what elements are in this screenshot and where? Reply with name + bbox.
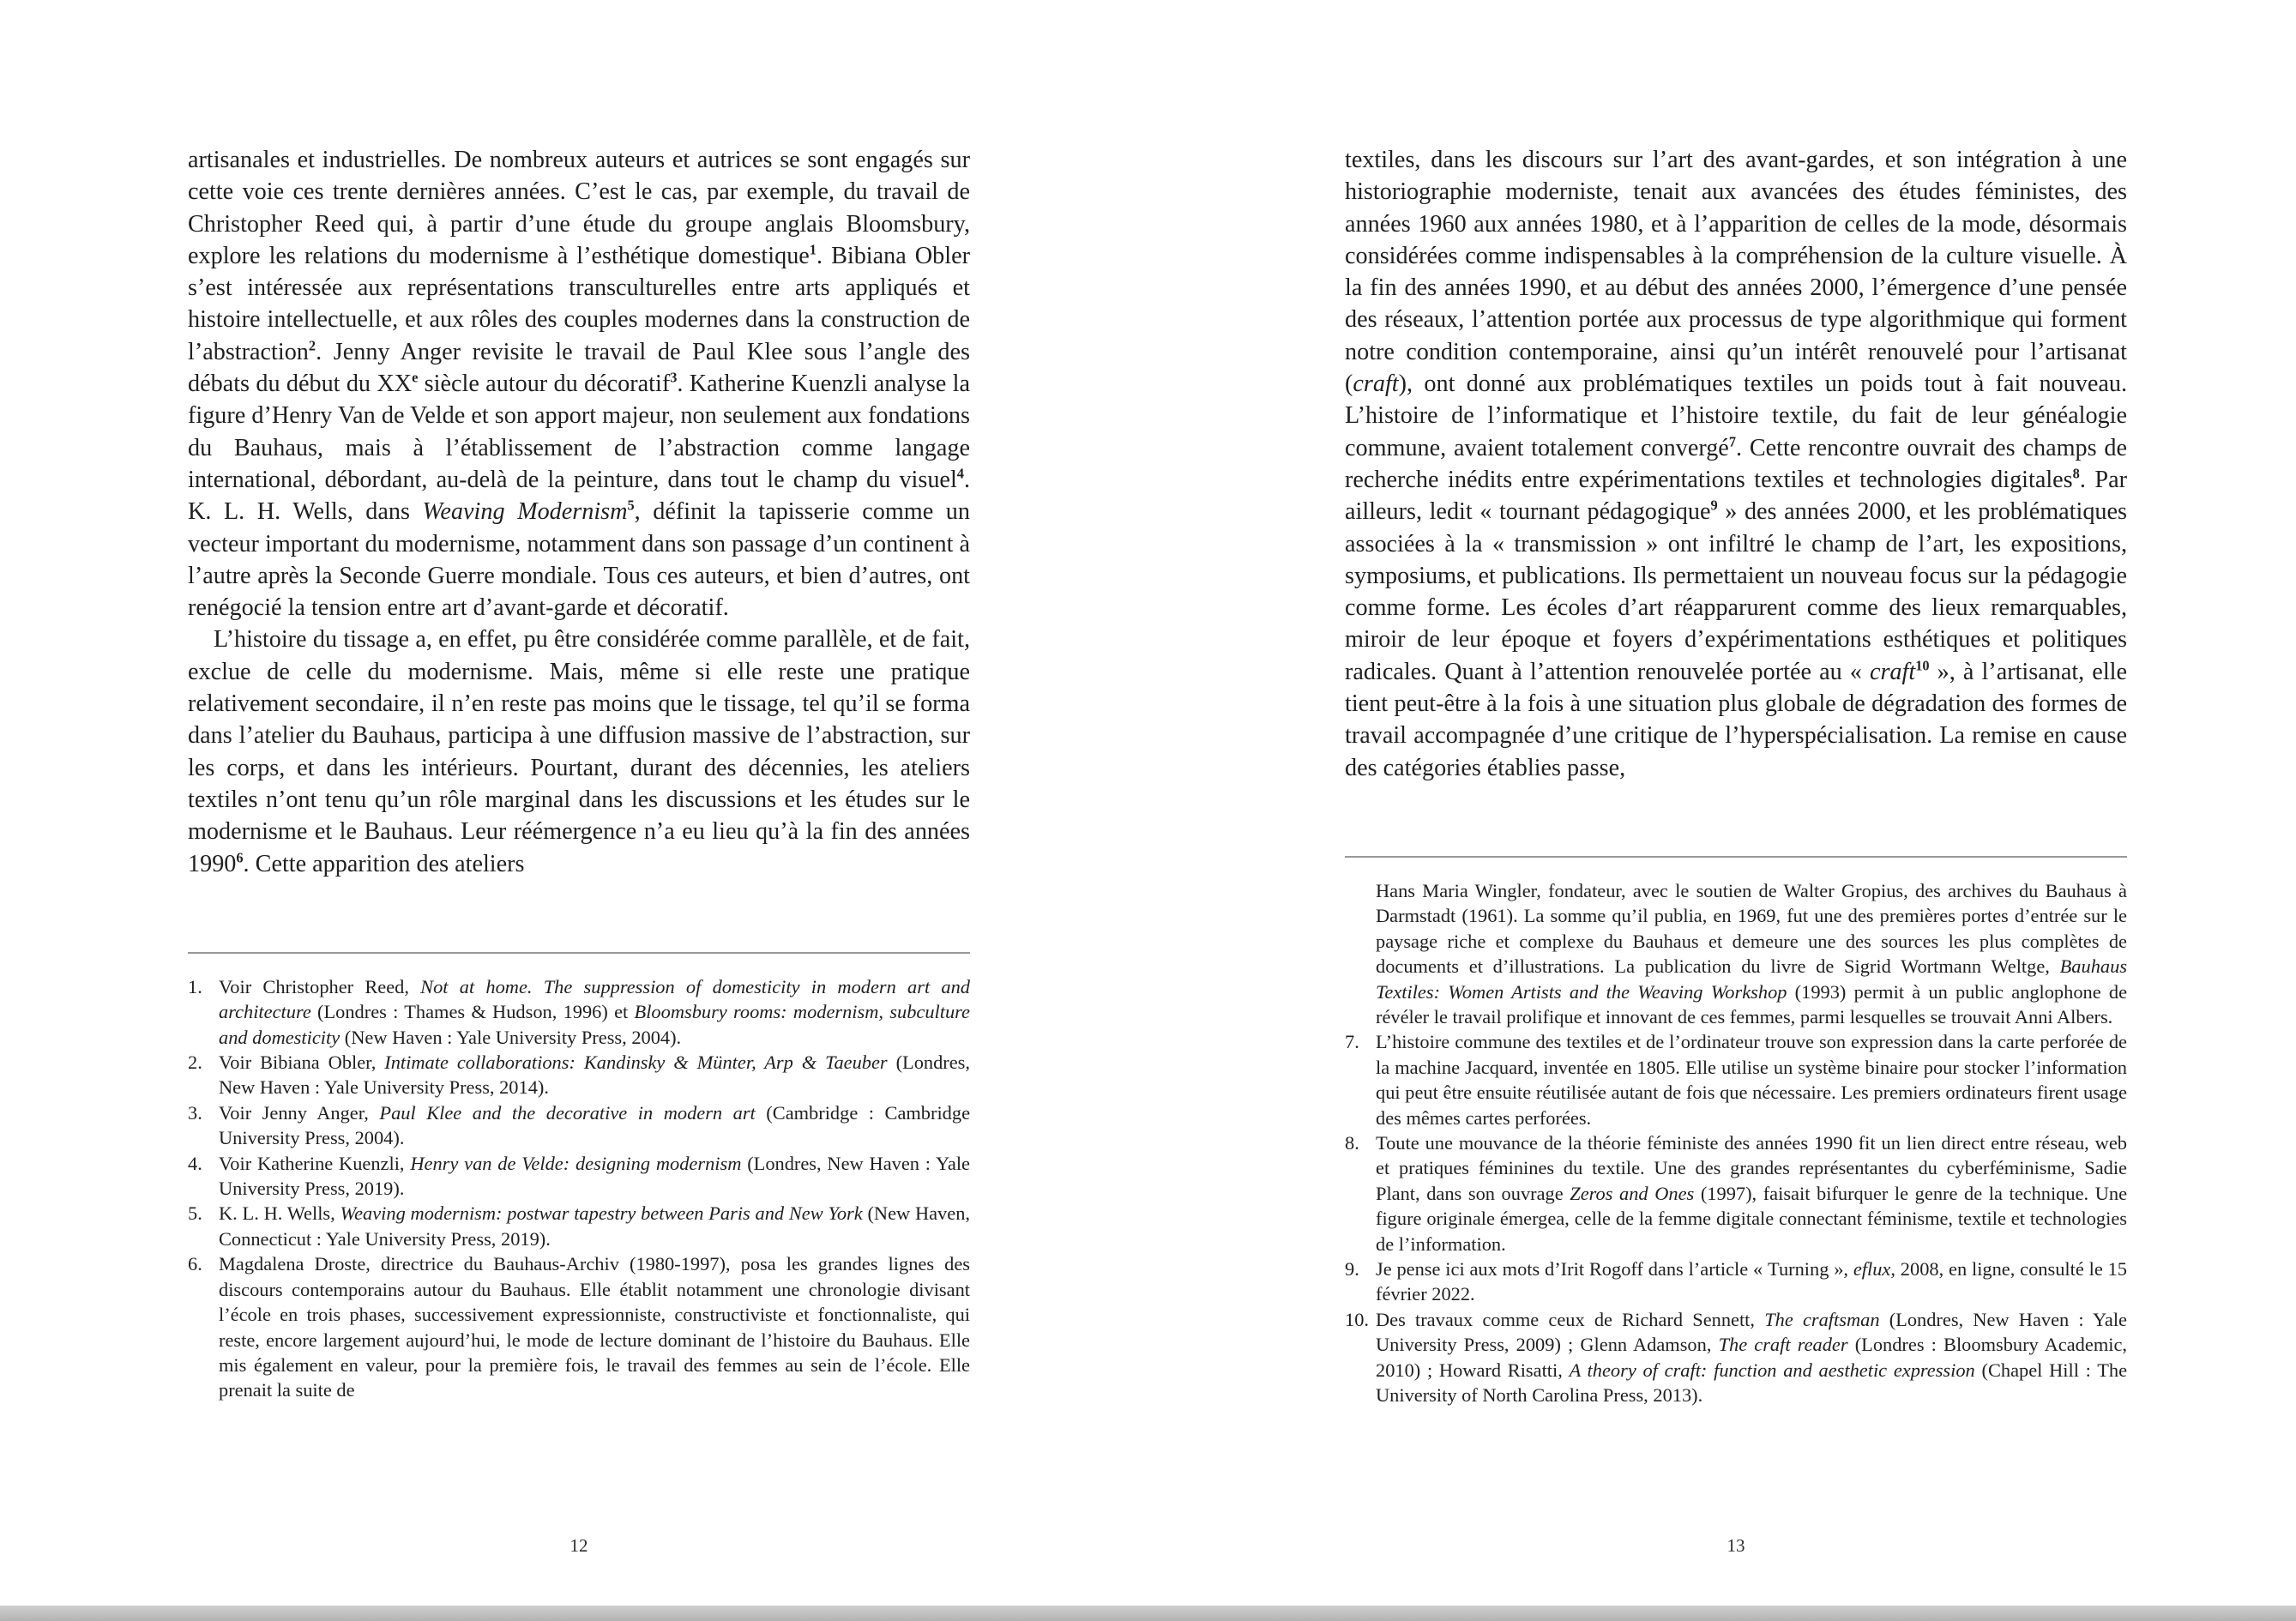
- italic-text: Weaving Modernism: [422, 498, 628, 526]
- footnote-number: 4.: [188, 1152, 202, 1174]
- left-main-text: [188, 144, 970, 880]
- footnote-number: 8.: [1345, 1132, 1359, 1154]
- scan-bottom-edge: [0, 1606, 2296, 1621]
- right-main-text: [1345, 144, 2127, 784]
- footnote: 7. L’histoire commune des textiles et de l’ordinateur trouve son expression dans la carte perforée de la machine Jacquard, inventée en 1805. Elle utilise un système binaire pour stocker l’information qui peut être ensuite réutilisée autant de fois que nécessaire. Les premiers ordinateurs firent usage des mêmes cartes perforées.: [1345, 1031, 2127, 1129]
- right-page-number: 13: [1727, 1535, 1745, 1556]
- footnote-ref: 10: [1915, 657, 1930, 674]
- italic-text: eflux: [1853, 1258, 1891, 1281]
- italic-text: Intimate collaborations: Kandinsky & Münter, Arp & Taeuber: [384, 1052, 888, 1074]
- footnote: 2. Voir Bibiana Obler, Intimate collaborations: Kandinsky & Münter, Arp & Taeuber (Londres, New Haven : Yale University Press, 2014).: [188, 1052, 970, 1099]
- left-footnote-rule: [188, 952, 970, 954]
- footnote-number: 9.: [1345, 1258, 1359, 1281]
- footnote-number: 2.: [188, 1052, 202, 1074]
- footnote-number: 10.: [1345, 1308, 1369, 1330]
- footnote-ref: 9: [1710, 497, 1718, 514]
- footnote-number: 5.: [188, 1202, 202, 1225]
- footnote-ref: 4: [956, 465, 964, 482]
- footnote: 5. K. L. H. Wells, Weaving modernism: postwar tapestry between Paris and New York (New Haven, Connecticut : Yale University Press, 2019).: [188, 1202, 970, 1250]
- footnote-number: 1.: [188, 975, 202, 997]
- footnote-ref: 3: [670, 369, 678, 386]
- footnote: 8. Toute une mouvance de la théorie féministe des années 1990 fit un lien direct entre réseau, web et pratiques féminines du textile. Une des grandes représentantes du cyberféminisme, Sadie Plant, dans son ouvrage Zeros and Ones (1997), faisait bifurquer le genre de la technique. Une figure originale émergea, celle de la femme digitale connectant féminisme, textile et technologies de l’information.: [1345, 1132, 2128, 1255]
- left-footnotes: [188, 974, 970, 1403]
- italic-text: craft: [1869, 658, 1916, 685]
- right-footnote-rule: [1345, 856, 2127, 858]
- italic-text: A theory of craft: function and aesthetic expression: [1569, 1359, 1975, 1381]
- footnote: 4. Voir Katherine Kuenzli, Henry van de Velde: designing modernism (Londres, New Haven : Yale University Press, 2019).: [188, 1152, 970, 1200]
- footnote-ref: 8: [2072, 465, 2080, 482]
- footnote: 9. Je pense ici aux mots d’Irit Rogoff dans l’article « Turning », eflux, 2008, en ligne, consulté le 15 février 2022.: [1345, 1258, 2127, 1305]
- italic-text: Henry van de Velde: designing modernism: [410, 1152, 742, 1174]
- italic-text: The craft reader: [1718, 1334, 1848, 1356]
- footnote-ref: e: [412, 369, 419, 386]
- footnote-ref: 6: [236, 849, 244, 866]
- paragraph: L’histoire du tissage a, en effet, pu être considérée comme parallèle, et de fait, exclue de celle du modernisme. Mais, même si elle reste une pratique relativement secondaire, il n’en reste pas moins que le tissage, tel qu’il se forma dans l’atelier du Bauhaus, participa à une diffusion massive de l’abstraction, sur les corps, et dans les intérieurs. Pourtant, durant des décennies, les ateliers textiles n’ont tenu qu’un rôle marginal dans les discussions et les études sur le modernisme et le Bauhaus. Leur réémergence n’a eu lieu qu’à la fin des années 1990$^6$. Cette apparition des ateliers: [188, 626, 970, 877]
- italic-text: craft: [1353, 371, 1399, 398]
- page-left: [188, 144, 971, 1556]
- page-right: [1345, 144, 2128, 1556]
- footnote: 3. Voir Jenny Anger, Paul Klee and the decorative in modern art (Cambridge : Cambridge University Press, 2004).: [188, 1101, 971, 1149]
- footnote: 10. Des travaux comme ceux de Richard Sennett, The craftsman (Londres, New Haven : Yale University Press, 2009) ; Glenn Adamson, The craft reader (Londres : Bloomsbury Academic, 2010) ; Howard Risatti, A theory of craft: function and aesthetic expression (Chapel Hill : The University of North Carolina Press, 2013).: [1345, 1308, 2128, 1407]
- footnote: 6. Magdalena Droste, directrice du Bauhaus-Archiv (1980-1997), posa les grandes lignes des discours contemporains autour du Bauhaus. Elle établit notamment une chronologie divisant l’école en trois phases, successivement expressionniste, constructiviste et fonctionnaliste, qui reste, encore largement aujourd’hui, le mode de lecture dominant de l’histoire du Bauhaus. Elle mis également en valeur, pour la première fois, le travail des femmes au sein de l’école. Elle prenait la suite de: [188, 1253, 970, 1401]
- right-footnotes: [1345, 878, 2127, 1408]
- paragraph: artisanales et industrielles. De nombreux auteurs et autrices se sont engagés sur cette voie ces trente dernières années. C’est le cas, par exemple, du travail de Christopher Reed qui, à partir d’une étude du groupe anglais Bloomsbury, explore les relations du modernisme à l’esthétique domestique$^1$. Bibiana Obler s’est intéressée aux représentations transculturelles entre arts appliqués et histoire intellectuelle, et aux rôles des couples modernes dans la construction de l’abstraction$^2$. Jenny Anger revisite le travail de Paul Klee sous l’angle des débats du début du XXe siècle autour du décoratif$^3$. Katherine Kuenzli analyse la figure d’Henry Van de Velde et son apport majeur, non seulement aux fondations du Bauhaus, mais à l’établissement de l’abstraction comme langage international, débordant, au-delà de la peinture, dans tout le champ du visuel$^4$. K. L. H. Wells, dans Weaving Modernism$^5$, définit la tapisserie comme un vecteur important du modernisme, notamment dans son passage d’un continent à l’autre après la Seconde Guerre mondiale. Tous ces auteurs, et bien d’autres, ont renégocié la tension entre art d’avant-garde et décoratif.: [188, 147, 970, 622]
- italic-text: Bloomsbury rooms: modernism, subculture and domesticity: [219, 1001, 970, 1048]
- footnote-number: 7.: [1345, 1031, 1359, 1053]
- italic-text: Bauhaus Textiles: Women Artists and the Weaving Workshop: [1376, 955, 2127, 1003]
- paragraph: textiles, dans les discours sur l’art des avant-gardes, et son intégration à une historiographie moderniste, tenait aux avancées des études féministes, des années 1960 aux années 1980, et à l’apparition de celles de la mode, désormais considérées comme indispensables à la compréhension de la culture visuelle. À la fin des années 1990, et au début des années 2000, l’émergence d’une pensée des réseaux, l’attention portée aux processus de type algorithmique qui forment notre condition contemporaine, ainsi qu’un intérêt renouvelé pour l’artisanat (craft), ont donné aux problématiques textiles un poids tout à fait nouveau. L’histoire de l’informatique et l’histoire textile, du fait de leur généalogie commune, avaient totalement convergé$^7$. Cette rencontre ouvrait des champs de recherche inédits entre expérimentations textiles et technologies digitales$^8$. Par ailleurs, ledit « tournant pédagogique$^9$ » des années 2000, et les problématiques associées à la « transmission » ont infiltré le champ de l’art, les expositions, symposiums, et publications. Ils permettaient un nouveau focus sur la pédagogie comme forme. Les écoles d’art réapparurent comme des lieux remarquables, miroir de leur époque et foyers d’expérimentations esthétiques et politiques radicales. Quant à l’attention renouvelée portée au « craft$^{10}$ », à l’artisanat, elle tient peut-être à la fois à une situation plus globale de dégradation des formes de travail accompagnée d’une critique de l’hyperspécialisation. La remise en cause des catégories établies passe,: [1345, 147, 2127, 781]
- footnote-number: 3.: [188, 1101, 202, 1124]
- footnote-ref: 2: [308, 337, 316, 354]
- footnote: Hans Maria Wingler, fondateur, avec le soutien de Walter Gropius, des archives du Bauhaus à Darmstadt (1961). La somme qu’il publia, en 1969, fut une des premières portes d’entrée sur le paysage riche et complexe du Bauhaus et demeure une des sources les plus complètes de documents et d’illustrations. La publication du livre de Sigrid Wortmann Weltge, Bauhaus Textiles: Women Artists and the Weaving Workshop (1993) permit à un public anglophone de révéler le travail prolifique et innovant de ces femmes, parmi lesquelles se trouvait Anni Albers.: [1376, 879, 2128, 1027]
- italic-text: The craftsman: [1764, 1308, 1880, 1330]
- footnote-ref: 5: [627, 497, 635, 514]
- footnote-ref: 1: [809, 241, 817, 258]
- italic-text: Not at home. The suppression of domesticity in modern art and architecture: [219, 975, 970, 1023]
- footnote-number: 6.: [188, 1253, 202, 1275]
- italic-text: Paul Klee and the decorative in modern art: [379, 1101, 756, 1124]
- footnote-ref: 7: [1728, 433, 1736, 450]
- italic-text: Weaving modernism: postwar tapestry between Paris and New York: [340, 1202, 863, 1225]
- left-page-number: 12: [569, 1535, 588, 1556]
- italic-text: Zeros and Ones: [1570, 1182, 1695, 1204]
- footnote: 1. Voir Christopher Reed, Not at home. The suppression of domesticity in modern art and architecture (Londres : Thames & Hudson, 1996) et Bloomsbury rooms: modernism, subculture and domesticity (New Haven : Yale University Press, 2004).: [188, 975, 970, 1048]
